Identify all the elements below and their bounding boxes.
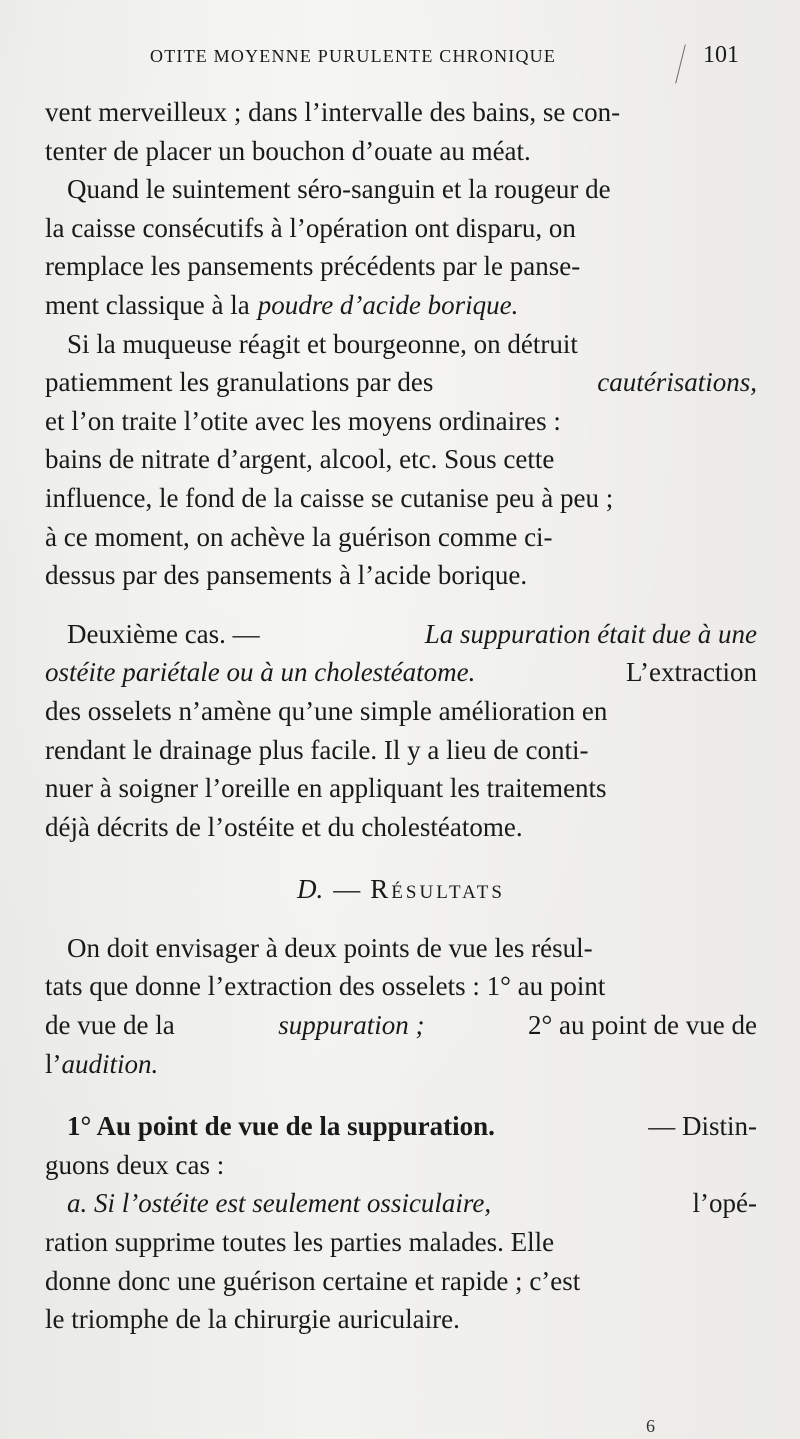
italic-term: La suppuration était due à une: [424, 618, 757, 649]
text-segment: dessus par des pansements à l’acide borique.: [45, 560, 528, 591]
text-line: [45, 1184, 757, 1223]
text-segment: bains de nitrate d’argent, alcool, etc. Sous cette: [45, 444, 555, 475]
text-segment: influence, le fond de la caisse se cutanise peu à peu ;: [45, 482, 614, 513]
section-letter: D.: [297, 874, 324, 905]
text-line: [45, 402, 757, 441]
text-line: [45, 518, 757, 557]
text-line: [45, 1262, 757, 1301]
text-line: [45, 170, 757, 209]
paragraph-gap: [45, 909, 757, 929]
text-segment: donne donc une guérison certaine et rapide ; c’est: [45, 1265, 581, 1296]
text-line: [45, 1300, 757, 1339]
text-segment: L’extraction: [626, 657, 757, 688]
section-dash: —: [333, 874, 361, 905]
section-heading: [45, 870, 757, 909]
text-segment: Deuxième cas. —: [67, 618, 260, 649]
italic-term: audition.: [61, 1048, 159, 1079]
text-line: [45, 209, 757, 248]
text-line: [45, 286, 757, 325]
text-segment: remplace les pansements précédents par le panse-: [45, 251, 581, 282]
text-line: [45, 731, 757, 770]
paragraph-gap: [45, 595, 757, 615]
text-line: [45, 1107, 757, 1146]
italic-term: a. Si l’ostéite est seulement ossiculaire,: [67, 1188, 492, 1219]
running-title: OTITE MOYENNE PURULENTE CHRONIQUE: [150, 46, 557, 66]
text-segment: guons deux cas :: [45, 1149, 225, 1180]
text-segment: On doit envisager à deux points de vue les résul-: [67, 932, 593, 963]
text-segment: tenter de placer un bouchon d’ouate au méat.: [45, 135, 531, 166]
text-segment: l’opé-: [692, 1188, 757, 1219]
text-line: [45, 440, 757, 479]
text-line: [45, 769, 757, 808]
page-number: 101: [703, 42, 739, 68]
text-segment: Si la muqueuse réagit et bourgeonne, on détruit: [67, 328, 578, 359]
text-line: [45, 556, 757, 595]
header-rule: [675, 44, 686, 83]
text-segment: ment classique à la: [45, 289, 250, 320]
page-header: [150, 42, 770, 72]
body-text: [45, 93, 757, 1339]
signature-mark: 6: [646, 1416, 655, 1436]
text-line: [45, 479, 757, 518]
text-line: [45, 132, 757, 171]
text-line: [45, 1045, 757, 1084]
italic-term: cautérisations,: [597, 367, 757, 398]
text-segment: 2° au point de vue de: [527, 1010, 757, 1041]
paragraph-gap: [45, 846, 757, 870]
text-segment: Quand le suintement séro-sanguin et la rougeur de: [67, 174, 611, 205]
text-segment: le triomphe de la chirurgie auriculaire.: [45, 1304, 460, 1335]
text-line: [45, 653, 757, 692]
text-line: [45, 1146, 757, 1185]
text-line: [45, 247, 757, 286]
italic-term: ostéite pariétale ou à un cholestéatome.: [45, 657, 476, 688]
paragraph-gap: [45, 1083, 757, 1107]
text-segment: — Distin-: [648, 1111, 757, 1142]
text-segment: l’: [45, 1048, 62, 1079]
text-line: [45, 967, 757, 1006]
text-line: [45, 808, 757, 847]
text-line: [45, 325, 757, 364]
text-line: [45, 363, 757, 402]
text-line: [45, 692, 757, 731]
text-segment: à ce moment, on achève la guérison comme ci-: [45, 521, 553, 552]
text-line: [45, 1223, 757, 1262]
text-line: [45, 929, 757, 968]
text-line: [45, 1006, 757, 1045]
text-line: [45, 93, 757, 132]
text-segment: tats que donne l’extraction des osselets : 1° au point: [45, 971, 606, 1002]
text-segment: et l’on traite l’otite avec les moyens ordinaires :: [45, 405, 561, 436]
text-segment: rendant le drainage plus facile. Il y a lieu de conti-: [45, 734, 589, 765]
text-line: [45, 615, 757, 654]
italic-term: poudre d’acide borique.: [257, 289, 519, 320]
bold-subheading: 1° Au point de vue de la suppuration.: [67, 1111, 495, 1142]
text-segment: ration supprime toutes les parties malades. Elle: [45, 1227, 555, 1258]
text-segment: des osselets n’amène qu’une simple amélioration en: [45, 695, 608, 726]
italic-term: suppuration ;: [278, 1010, 425, 1041]
text-segment: de vue de la: [45, 1010, 175, 1041]
text-segment: la caisse consécutifs à l’opération ont disparu, on: [45, 212, 576, 243]
text-segment: nuer à soigner l’oreille en appliquant les traitements: [45, 773, 607, 804]
text-segment: patiemment les granulations par des: [45, 367, 434, 398]
section-title: Résultats: [370, 874, 505, 905]
text-segment: vent merveilleux ; dans l’intervalle des bains, se con-: [45, 97, 621, 127]
text-segment: déjà décrits de l’ostéite et du cholestéatome.: [45, 811, 523, 842]
